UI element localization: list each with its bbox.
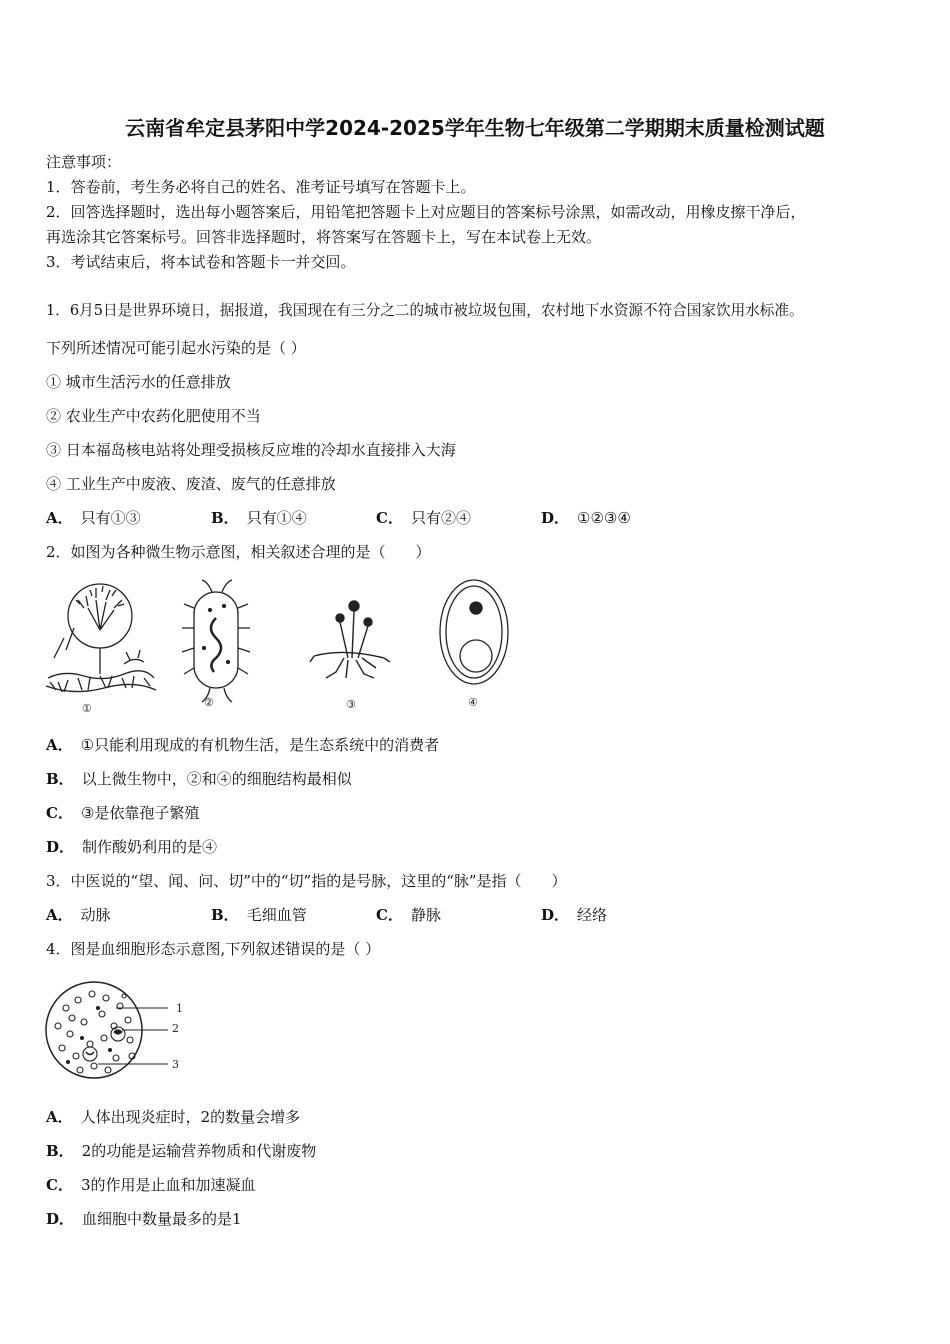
notice-item-1: 1．答卷前，考生务必将自己的姓名、准考证号填写在答题卡上。 xyxy=(46,178,476,196)
notice-heading: 注意事项： xyxy=(46,153,122,171)
q3-option-c[interactable] xyxy=(376,905,441,925)
q3-stem: 3．中医说的“望、闻、问、切”中的“切”指的是号脉，这里的“脉”是指（ ） xyxy=(46,872,567,890)
option-letter: A． xyxy=(46,1108,73,1126)
option-text: ①只能利用现成的有机物生活，是生态系统中的消费者 xyxy=(80,736,440,754)
q1-item-1: ① 城市生活污水的任意排放 xyxy=(46,373,231,391)
figure-label-4: ④ xyxy=(468,696,478,709)
figure-leader-lines xyxy=(98,1008,168,1064)
rhizopus-illustration xyxy=(310,601,390,678)
option-letter: D． xyxy=(541,509,570,527)
bacterium-illustration xyxy=(182,580,250,702)
q1-item-3: ③ 日本福岛核电站将处理受损核反应堆的冷却水直接排入大海 xyxy=(46,441,456,459)
option-letter: D． xyxy=(46,838,75,856)
option-letter: D． xyxy=(46,1210,75,1228)
notice-item-3: 3．考试结束后，将本试卷和答题卡一并交回。 xyxy=(46,253,356,271)
option-text: 静脉 xyxy=(410,906,441,924)
option-text: 2的功能是运输营养物质和代谢废物 xyxy=(81,1142,317,1160)
figure-label-2: ② xyxy=(204,696,214,709)
q1-item-4: ④ 工业生产中废液、废渣、废气的任意排放 xyxy=(46,475,336,493)
option-letter: C． xyxy=(46,1176,73,1194)
notice-item-2-cont: 再选涂其它答案标号。回答非选择题时，将答案写在答题卡上，写在本试卷上无效。 xyxy=(46,228,602,246)
q4-option-c[interactable] xyxy=(46,1175,256,1195)
figure-label-1: 1 xyxy=(176,1002,183,1015)
q4-option-d[interactable] xyxy=(46,1209,242,1229)
option-text: 毛细血管 xyxy=(246,906,307,924)
figure-label-2: 2 xyxy=(172,1022,179,1035)
option-text: 血细胞中数量最多的是1 xyxy=(82,1210,242,1228)
blood-cell-figure xyxy=(44,978,194,1088)
option-letter: A． xyxy=(46,736,73,754)
q4-option-a[interactable] xyxy=(46,1107,300,1127)
q2-option-d[interactable] xyxy=(46,837,217,857)
q2-stem: 2．如图为各种微生物示意图，相关叙述合理的是（ ） xyxy=(46,543,431,561)
option-text: 动脉 xyxy=(80,906,111,924)
q1-stem-line1: 1．6月5日是世界环境日，据报道，我国现在有三分之二的城市被垃圾包围，农村地下水资源不符合国家饮用水标准。 xyxy=(46,302,804,319)
q1-option-d[interactable] xyxy=(541,508,631,528)
q1-option-a[interactable] xyxy=(46,508,141,528)
option-text: ③是依靠孢子繁殖 xyxy=(80,804,200,822)
mold-illustration xyxy=(46,584,156,692)
q1-stem-line2: 下列所述情况可能引起水污染的是（ ） xyxy=(46,339,306,357)
q3-option-d[interactable] xyxy=(541,905,607,925)
notice-item-2: 2．回答选择题时，选出每小题答案后，用铅笔把答题卡上对应题目的答案标号涂黑，如需改动，用橡皮擦干净后， xyxy=(46,203,806,221)
q3-option-b[interactable] xyxy=(211,905,307,925)
figure-label-3: 3 xyxy=(172,1058,179,1071)
option-text: ①②③④ xyxy=(577,509,631,527)
option-text: 只有②④ xyxy=(410,509,471,527)
yeast-illustration xyxy=(440,580,508,684)
option-letter: B． xyxy=(211,509,239,527)
option-text: 以上微生物中，②和④的细胞结构最相似 xyxy=(81,770,352,788)
option-letter: A． xyxy=(46,906,73,924)
q4-stem: 4．图是血细胞形态示意图,下列叙述错误的是（ ） xyxy=(46,940,381,958)
q1-option-b[interactable] xyxy=(211,508,307,528)
q2-option-b[interactable] xyxy=(46,769,352,789)
figure-label-3: ③ xyxy=(346,698,356,711)
option-text: 3的作用是止血和加速凝血 xyxy=(80,1176,256,1194)
q1-item-2: ② 农业生产中农药化肥使用不当 xyxy=(46,407,261,425)
q4-option-b[interactable] xyxy=(46,1141,316,1161)
option-letter: C． xyxy=(46,804,73,822)
q3-option-a[interactable] xyxy=(46,905,111,925)
option-letter: A． xyxy=(46,509,73,527)
option-letter: B． xyxy=(211,906,239,924)
option-text: 只有①③ xyxy=(80,509,141,527)
option-text: 只有①④ xyxy=(246,509,307,527)
microorganism-figure xyxy=(44,578,524,718)
option-text: 人体出现炎症时，2的数量会增多 xyxy=(80,1108,301,1126)
option-letter: C． xyxy=(376,906,403,924)
option-letter: D． xyxy=(541,906,570,924)
page-title: 云南省牟定县茅阳中学2024-2025学年生物七年级第二学期期末质量检测试题 xyxy=(125,116,825,140)
figure-label-1: ① xyxy=(82,702,92,715)
option-text: 经络 xyxy=(577,906,608,924)
option-letter: C． xyxy=(376,509,403,527)
q2-option-a[interactable] xyxy=(46,735,439,755)
q2-option-c[interactable] xyxy=(46,803,199,823)
option-text: 制作酸奶利用的是④ xyxy=(82,838,218,856)
q1-option-c[interactable] xyxy=(376,508,471,528)
option-letter: B． xyxy=(46,1142,74,1160)
option-letter: B． xyxy=(46,770,74,788)
